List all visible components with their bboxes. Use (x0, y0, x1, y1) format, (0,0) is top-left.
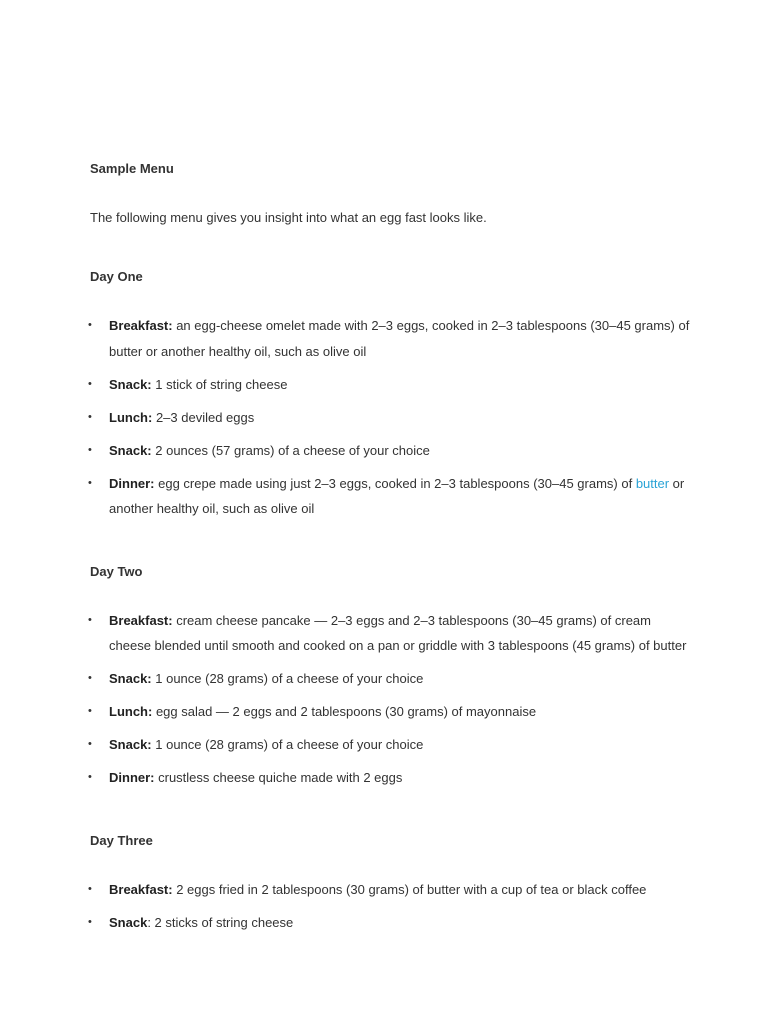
bullet-icon: • (88, 738, 92, 750)
meal-text: 1 ounce (28 grams) of a cheese of your choice (151, 671, 424, 686)
butter-link[interactable]: butter (635, 475, 670, 491)
bullet-icon: • (88, 410, 92, 423)
meal-text: 2 eggs fried in 2 tablespoons (30 grams) of butter with a cup of tea or black coffee (172, 881, 647, 897)
bullet-icon: • (88, 882, 92, 895)
bullet-icon: • (88, 613, 92, 626)
day-three-heading: Day Three (90, 832, 153, 848)
list-item (90, 877, 690, 903)
list-item (90, 666, 690, 692)
day-one-meal-list (90, 313, 690, 522)
list-item (90, 372, 690, 398)
bullet-icon: • (88, 771, 92, 783)
meal-text: an egg-cheese omelet made with 2–3 eggs, cooked in 2–3 tablespoons (30–45 grams) of butter or another healthy oil, such as olive oil (109, 318, 690, 359)
meal-text: egg crepe made using just 2–3 eggs, cooked in 2–3 tablespoons (30–45 grams) of (154, 475, 636, 491)
meal-text: egg salad — 2 eggs and 2 tablespoons (30 grams) of mayonnaise (152, 704, 537, 719)
day-two-meal-list (90, 608, 690, 791)
bullet-icon: • (88, 915, 92, 928)
meal-label: Dinner: (109, 475, 155, 491)
section-title: Sample Menu (90, 161, 174, 176)
intro-paragraph: The following menu gives you insight into what an egg fast looks like. (90, 210, 487, 225)
list-item (90, 313, 690, 364)
meal-text: 1 ounce (28 grams) of a cheese of your choice (151, 737, 424, 752)
bullet-icon: • (88, 705, 92, 717)
meal-label: Snack: (109, 442, 152, 458)
meal-label: Snack: (109, 737, 152, 752)
list-item (90, 910, 690, 936)
meal-label: Lunch: (109, 704, 153, 719)
list-item (90, 699, 690, 725)
list-item (90, 732, 690, 758)
meal-label: Snack: (109, 376, 152, 392)
meal-label: Breakfast: (109, 318, 173, 333)
meal-label: Snack: (109, 671, 152, 686)
day-three-meal-list (90, 877, 690, 936)
meal-text: 2–3 deviled eggs (152, 409, 255, 425)
meal-text: 1 stick of string cheese (151, 376, 288, 392)
list-item (90, 471, 690, 522)
bullet-icon: • (88, 377, 92, 390)
meal-text: crustless cheese quiche made with 2 eggs (154, 770, 403, 785)
bullet-icon: • (88, 672, 92, 684)
meal-label: Snack (109, 914, 148, 930)
meal-label: Lunch: (109, 409, 153, 425)
day-one-heading: Day One (90, 269, 143, 284)
meal-text: : 2 sticks of string cheese (147, 914, 294, 930)
meal-label: Breakfast: (109, 612, 173, 628)
bullet-icon: • (88, 476, 92, 489)
meal-label: Breakfast: (109, 881, 173, 897)
list-item (90, 765, 690, 791)
list-item (90, 405, 690, 431)
meal-text: 2 ounces (57 grams) of a cheese of your choice (151, 442, 430, 458)
meal-text: or another healthy oil, such as olive oil (109, 475, 685, 516)
meal-label: Dinner: (109, 770, 155, 785)
list-item (90, 438, 690, 464)
article-content (90, 160, 690, 935)
bullet-icon: • (88, 443, 92, 456)
list-item (90, 608, 690, 659)
meal-text: cream cheese pancake — 2–3 eggs and 2–3 tablespoons (30–45 grams) of cream cheese blended until smooth and cooked on a pan or griddle with 3 tablespoons (45 grams) of butter (109, 612, 687, 653)
day-two-heading: Day Two (90, 563, 143, 579)
bullet-icon: • (88, 319, 92, 331)
